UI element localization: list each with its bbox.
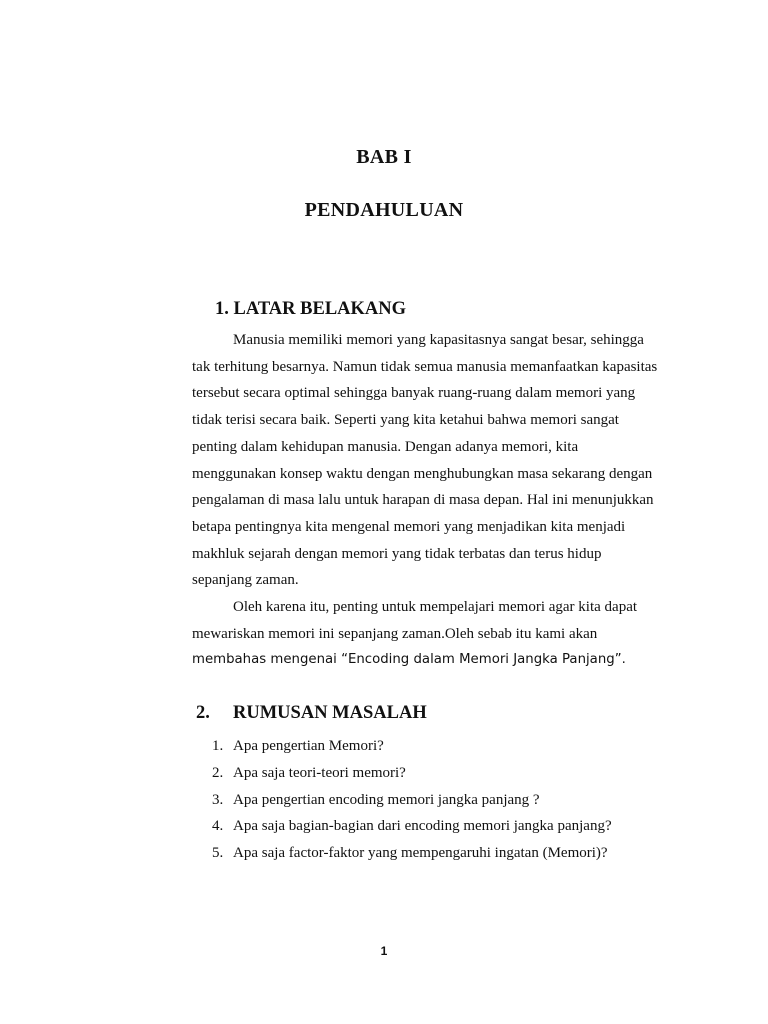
- list-item: [212, 760, 612, 787]
- list-item: [212, 787, 612, 814]
- list-item-text: Apa saja teori-teori memori?: [233, 764, 406, 781]
- chapter-label: BAB I: [356, 146, 412, 168]
- list-item-text: Apa saja factor-faktor yang mempengaruhi ingatan (Memori)?: [233, 845, 608, 862]
- paragraph-line: pengalaman di masa lalu untuk harapan di masa depan. Hal ini menunjukkan: [192, 492, 654, 509]
- paragraph-line: betapa pentingnya kita mengenal memori yang menjadikan kita menjadi: [192, 518, 626, 535]
- section-heading-rumusan-masalah: RUMUSAN MASALAH: [233, 703, 427, 723]
- paragraph-line: penting dalam kehidupan manusia. Dengan adanya memori, kita: [192, 438, 579, 455]
- list-item-number: 4.: [212, 818, 224, 835]
- page-number: 1: [380, 944, 388, 958]
- list-item-number: 5.: [212, 845, 224, 862]
- paragraph-line: menggunakan konsep waktu dengan menghubungkan masa sekarang dengan: [192, 465, 653, 482]
- list-item-text: Apa pengertian encoding memori jangka panjang ?: [233, 791, 540, 808]
- list-item-text: Apa pengertian Memori?: [233, 738, 384, 754]
- paragraph-line: sepanjang zaman.: [192, 572, 299, 589]
- paragraph-line: tak terhitung besarnya. Namun tidak semua manusia memanfaatkan kapasitas: [192, 358, 658, 375]
- list-item-number: 1.: [212, 738, 224, 754]
- paragraph-line: mewariskan memori ini sepanjang zaman.Oleh sebab itu kami akan: [192, 625, 598, 642]
- list-item: [212, 840, 612, 867]
- paragraph-latar-belakang-2: [192, 594, 672, 674]
- list-item-number: 2.: [212, 764, 224, 781]
- paragraph-line: membahas mengenai “Encoding dalam Memori Jangka Panjang”.: [192, 652, 626, 668]
- list-item: [212, 813, 612, 840]
- chapter-title: PENDAHULUAN: [304, 199, 464, 221]
- problem-list: [212, 733, 612, 867]
- section-number-rumusan: 2.: [196, 703, 210, 723]
- paragraph-line: makhluk sejarah dengan memori yang tidak terbatas dan terus hidup: [192, 545, 602, 562]
- paragraph-line: tidak terisi secara baik. Seperti yang kita ketahui bahwa memori sangat: [192, 412, 619, 429]
- list-item: [212, 733, 612, 760]
- list-item-number: 3.: [212, 791, 224, 808]
- list-item-text: Apa saja bagian-bagian dari encoding memori jangka panjang?: [233, 818, 612, 835]
- paragraph-line: tersebut secara optimal sehingga banyak ruang-ruang dalam memori yang: [192, 385, 636, 402]
- paragraph-line: Oleh karena itu, penting untuk mempelajari memori agar kita dapat: [233, 599, 638, 615]
- paragraph-line: Manusia memiliki memori yang kapasitasnya sangat besar, sehingga: [233, 332, 644, 348]
- section-heading-latar-belakang: 1. LATAR BELAKANG: [215, 299, 407, 319]
- paragraph-latar-belakang-1: [192, 327, 672, 594]
